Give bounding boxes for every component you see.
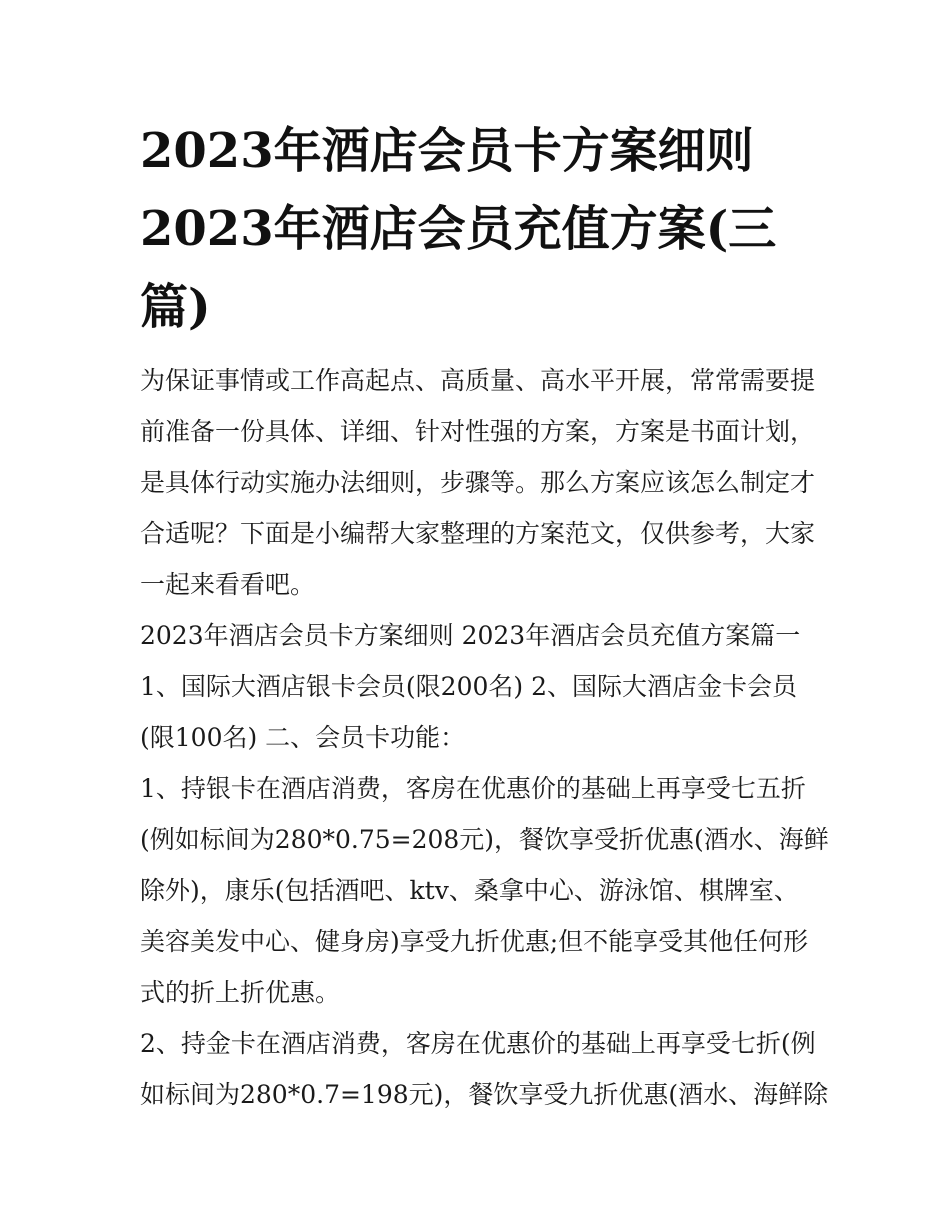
body-line: 除外)，康乐(包括酒吧、ktv、桑拿中心、游泳馆、棋牌室、 <box>140 876 799 905</box>
body-line: 是具体行动实施办法细则，步骤等。那么方案应该怎么制定才 <box>140 468 816 497</box>
body-line: 如标间为280*0.7=198元)，餐饮享受九折优惠(酒水、海鲜除 <box>140 1080 829 1109</box>
body-line: 1、国际大酒店银卡会员(限200名) 2、国际大酒店金卡会员 <box>140 672 797 701</box>
document-body <box>140 355 829 1120</box>
title-line-2: 2023年酒店会员充值方案(三 <box>140 201 777 257</box>
body-line: 前准备一份具体、详细、针对性强的方案，方案是书面计划， <box>140 417 816 446</box>
body-line: 一起来看看吧。 <box>140 570 316 599</box>
section-heading-line: 2023年酒店会员卡方案细则 2023年酒店会员充值方案篇一 <box>140 621 801 650</box>
title-line-1: 2023年酒店会员卡方案细则 <box>140 123 754 179</box>
body-line: 美容美发中心、健身房)享受九折优惠;但不能享受其他任何形 <box>140 927 809 956</box>
body-line: 式的折上折优惠。 <box>140 978 341 1007</box>
body-line: (限100名) 二、会员卡功能： <box>140 723 466 752</box>
body-line: 合适呢？下面是小编帮大家整理的方案范文，仅供参考，大家 <box>140 519 816 548</box>
body-line: 为保证事情或工作高起点、高质量、高水平开展，常常需要提 <box>140 366 816 395</box>
body-line: 1、持银卡在酒店消费，客房在优惠价的基础上再享受七五折 <box>140 774 806 803</box>
title-line-3: 篇) <box>140 279 211 335</box>
document-title <box>140 112 820 346</box>
body-line: 2、持金卡在酒店消费，客房在优惠价的基础上再享受七折(例 <box>140 1029 816 1058</box>
body-line: (例如标间为280*0.75=208元)，餐饮享受折优惠(酒水、海鲜 <box>140 825 829 854</box>
